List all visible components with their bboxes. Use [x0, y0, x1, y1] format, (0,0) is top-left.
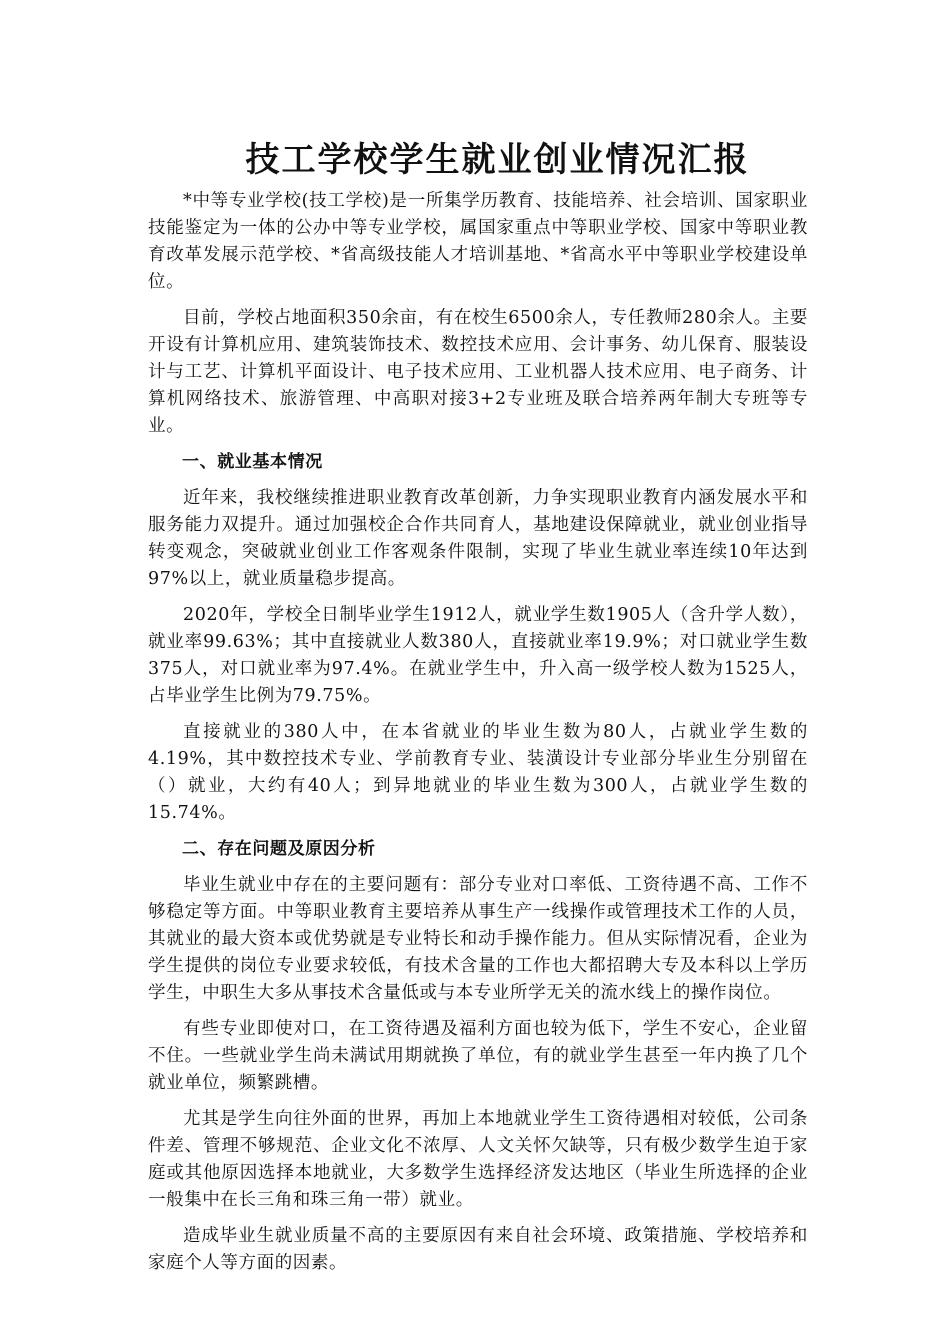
employment-paragraph-1: 近年来，我校继续推进职业教育改革创新，力争实现职业教育内涵发展水平和服务能力双提升。通过加强校企合作共同育人，基地建设保障就业，就业创业指导转变观念，突破就业创业工作客观条件限制，实现了毕业生就业率连续10年达到97%以上，就业质量稳步提高。: [148, 488, 808, 589]
problems-paragraph-2: 有些专业即使对口，在工资待遇及福利方面也较为低下，学生不安心，企业留不住。一些就业学生尚未满试用期就换了单位，有的就业学生甚至一年内换了几个就业单位，频繁跳槽。: [148, 1019, 808, 1093]
problems-paragraph-4: 造成毕业生就业质量不高的主要原因有来自社会环境、政策措施、学校培养和家庭个人等方面的因素。: [148, 1226, 808, 1273]
section-heading-employment: 一、就业基本情况: [182, 452, 323, 472]
section-heading-problems: 二、存在问题及原因分析: [182, 839, 376, 859]
employment-paragraph-3: 直接就业的380人中，在本省就业的毕业生数为80人，占就业学生数的4.19%，其中数控技术专业、学前教育专业、装潢设计专业部分毕业生分别留在（）就业，大约有40人；到异地就业的毕业生数为300人，占就业学生数的15.74%。: [148, 722, 808, 823]
intro-paragraph-1: *中等专业学校(技工学校)是一所集学历教育、技能培养、社会培训、国家职业技能鉴定为一体的公办中等专业学校，属国家重点中等职业学校、国家中等职业教育改革发展示范学校、*省高级技能人才培训基地、*省高水平中等职业学校建设单位。: [148, 191, 808, 292]
problems-paragraph-3: 尤其是学生向往外面的世界，再加上本地就业学生工资待遇相对较低，公司条件差、管理不够规范、企业文化不浓厚、人文关怀欠缺等，只有极少数学生迫于家庭或其他原因选择本地就业，大多数学生选择经济发达地区（毕业生所选择的企业一般集中在长三角和珠三角一带）就业。: [148, 1109, 808, 1210]
intro-paragraph-2: 目前，学校占地面积350余亩，有在校生6500余人，专任教师280余人。主要开设有计算机应用、建筑装饰技术、数控技术应用、会计事务、幼儿保育、服装设计与工艺、计算机平面设计、电子技术应用、工业机器人技术应用、电子商务、计算机网络技术、旅游管理、中高职对接3+2专业班及联合培养两年制大专班等专业。: [148, 308, 808, 436]
employment-paragraph-2: 2020年，学校全日制毕业学生1912人，就业学生数1905人（含升学人数），就业率99.63%；其中直接就业人数380人，直接就业率19.9%；对口就业学生数375人，对口就业率为97.4%。在就业学生中，升入高一级学校人数为1525人，占毕业学生比例为79.75%。: [148, 605, 808, 706]
problems-paragraph-1: 毕业生就业中存在的主要问题有：部分专业对口率低、工资待遇不高、工作不够稳定等方面。中等职业教育主要培养从事生产一线操作或管理技术工作的人员，其就业的最大资本或优势就是专业特长和动手操作能力。但从实际情况看，企业为学生提供的岗位专业要求较低，有技术含量的工作也大都招聘大专及本科以上学历学生，中职生大多从事技术含量低或与本专业所学无关的流水线上的操作岗位。: [148, 875, 808, 1003]
document-title: 技工学校学生就业创业情况汇报: [245, 140, 750, 180]
document-body: [148, 188, 808, 1277]
